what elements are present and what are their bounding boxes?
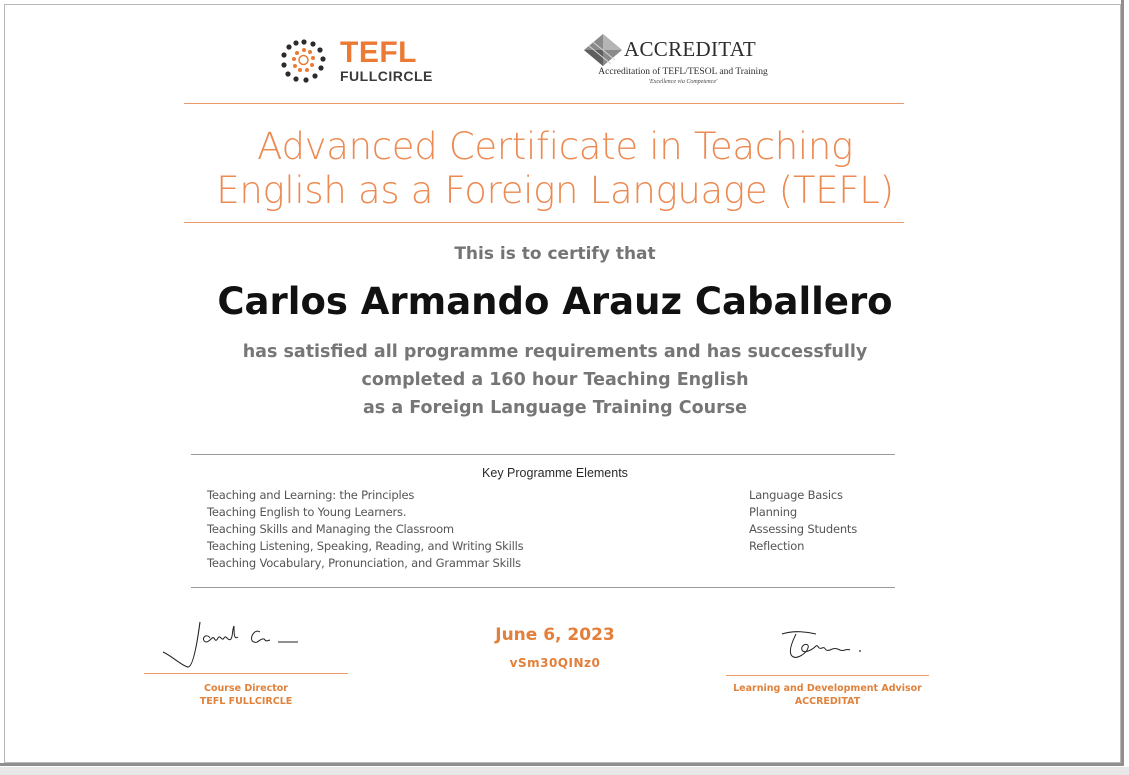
elements-bottom-divider xyxy=(191,587,895,588)
accreditat-logo xyxy=(573,33,793,93)
header-divider xyxy=(184,103,904,104)
certificate-code: vSm30QINz0 xyxy=(509,656,601,670)
advisor-label: Learning and Development Advisor xyxy=(733,683,922,694)
course-director-org: TEFL FULLCIRCLE xyxy=(199,696,293,707)
advisor-org: ACCREDITAT xyxy=(794,696,861,707)
statement-line-2: completed a 160 hour Teaching English xyxy=(361,370,749,390)
tefl-fullcircle-logo xyxy=(280,38,450,84)
course-director-signature xyxy=(160,612,320,672)
tefl-logo-word: TEFL xyxy=(340,36,417,69)
list-item: Teaching and Learning: the Principles xyxy=(207,488,415,502)
certificate-title-line-2: English as a Foreign Language (TEFL) xyxy=(216,169,894,212)
list-item: Planning xyxy=(749,505,797,519)
right-signature-line xyxy=(726,675,929,676)
accreditat-diamond-icon xyxy=(581,33,625,67)
dotted-circle-icon xyxy=(280,38,328,84)
issue-date: June 6, 2023 xyxy=(495,625,615,645)
statement-line-1: has satisfied all programme requirements and has successfully xyxy=(242,342,868,362)
key-elements-heading: Key Programme Elements xyxy=(482,466,628,480)
advisor-signature xyxy=(778,624,888,664)
list-item: Language Basics xyxy=(749,488,843,502)
accreditat-logo-word: ACCREDITAT xyxy=(624,37,756,61)
title-divider xyxy=(184,222,904,223)
list-item: Reflection xyxy=(749,539,805,553)
accreditat-motto: 'Excellence via Competence' xyxy=(648,79,718,85)
elements-top-divider xyxy=(191,454,895,455)
fullcircle-logo-word: FULLCIRCLE xyxy=(340,68,433,84)
list-item: Assessing Students xyxy=(749,522,858,536)
left-signature-line xyxy=(144,673,348,674)
recipient-name: Carlos Armando Arauz Caballero xyxy=(217,280,893,323)
list-item: Teaching English to Young Learners. xyxy=(207,505,407,519)
course-director-label: Course Director xyxy=(203,683,288,694)
page-bottom-shadow xyxy=(0,767,1129,775)
certify-text: This is to certify that xyxy=(454,244,656,264)
list-item: Teaching Vocabulary, Pronunciation, and Grammar Skills xyxy=(207,556,521,570)
list-item: Teaching Listening, Speaking, Reading, and Writing Skills xyxy=(207,539,524,553)
statement-line-3: as a Foreign Language Training Course xyxy=(363,398,747,418)
list-item: Teaching Skills and Managing the Classroom xyxy=(207,522,454,536)
certificate-title-line-1: Advanced Certificate in Teaching xyxy=(257,125,853,168)
accreditat-subtitle: Accreditation of TEFL/TESOL and Training xyxy=(598,67,768,77)
